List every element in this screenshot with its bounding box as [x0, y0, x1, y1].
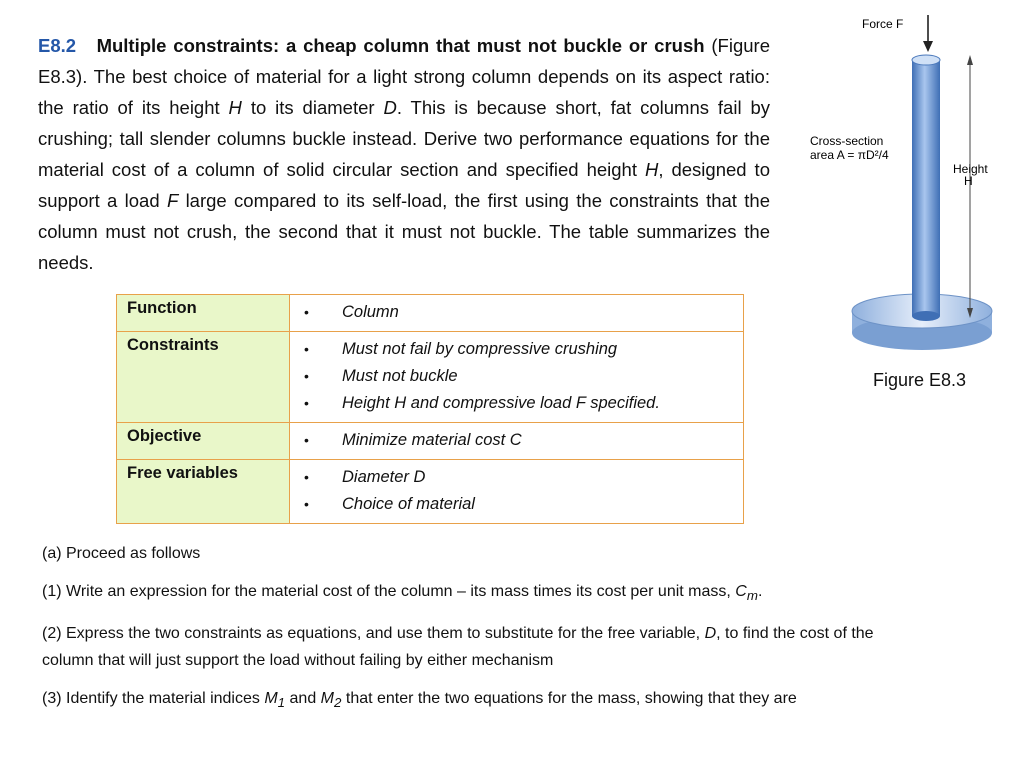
list-item: • Minimize material cost C — [304, 427, 733, 454]
bullet-icon: • — [304, 469, 309, 485]
question-3: (3) Identify the material indices $M_1$ and $M_2$ that enter the two equations for the mass, showing that they are — [42, 690, 797, 711]
problem-number: E8.2 — [38, 35, 77, 56]
table-row — [117, 423, 744, 460]
force-label: Force F — [862, 17, 904, 31]
question-1: (1) Write an expression for the material cost of the column – its mass times its cost per unit mass, $C_m$. — [42, 583, 763, 604]
row-label: Objective — [117, 423, 290, 460]
list-item: • Column — [304, 299, 733, 326]
list-item: • Must not fail by compressive crushing — [304, 336, 733, 363]
problem-title: Multiple constraints: a cheap column that must not buckle or crush — [96, 35, 705, 56]
problem-text-5: large compared to its self-load, the first using the constraints that the column must not crush, the second that it must not buckle. The table summarizes the needs. — [38, 190, 770, 273]
table-row — [117, 295, 744, 332]
figure-caption: Figure E8.3 — [873, 370, 967, 390]
problem-text-1: (Figure E8.3). The best choice of material for a light strong column depends on its aspect ratio: the ratio of its height — [38, 35, 770, 118]
table-row — [117, 332, 744, 423]
column-body — [912, 60, 940, 316]
list-item: • Diameter D — [304, 464, 733, 491]
list-item: • Height H and compressive load F specified. — [304, 390, 733, 417]
questions — [42, 540, 902, 727]
row-label: Function — [117, 295, 290, 332]
bullet-icon: • — [304, 432, 309, 448]
row-label: Constraints — [117, 332, 290, 423]
var-h-2: H — [644, 159, 659, 180]
var-d: D — [383, 97, 397, 118]
bullet-icon: • — [304, 496, 309, 512]
row-values — [290, 460, 744, 524]
problem-text-2: to its diameter — [241, 97, 384, 118]
area-label: area A = πD²/4 — [810, 148, 889, 162]
column-figure — [800, 5, 1010, 405]
row-values — [290, 295, 744, 332]
problem-statement — [38, 30, 770, 278]
list-item: • Must not buckle — [304, 363, 733, 390]
row-label: Free variables — [117, 460, 290, 524]
list-item: • Choice of material — [304, 491, 733, 518]
height-arrowhead-top-icon — [967, 55, 973, 65]
table-row — [117, 460, 744, 524]
var-f: F — [166, 190, 179, 211]
bullet-icon: • — [304, 341, 309, 357]
row-values — [290, 332, 744, 423]
column-top — [912, 55, 940, 65]
force-arrowhead-icon — [923, 41, 933, 52]
height-label: Height — [953, 162, 988, 176]
bullet-icon: • — [304, 395, 309, 411]
bullet-icon: • — [304, 304, 309, 320]
bullet-icon: • — [304, 368, 309, 384]
var-h: H — [228, 97, 242, 118]
needs-table — [116, 294, 744, 524]
problem-text-4: , designed to support a load — [38, 159, 770, 211]
column-bottom — [912, 311, 940, 321]
cross-section-label: Cross-section — [810, 134, 884, 148]
question-a: (a) Proceed as follows — [42, 545, 201, 562]
height-symbol: H — [964, 174, 973, 188]
question-2: (2) Express the two constraints as equations, and use them to substitute for the free variable, D, to find the cost of the column that will just support the load without failing by either mechanism — [42, 625, 874, 670]
problem-text-3: . This is because short, fat columns fail by crushing; tall slender columns buckle instead. Derive two performance equations for the material cost of a column of solid circular section and specified height — [38, 97, 770, 180]
row-values — [290, 423, 744, 460]
